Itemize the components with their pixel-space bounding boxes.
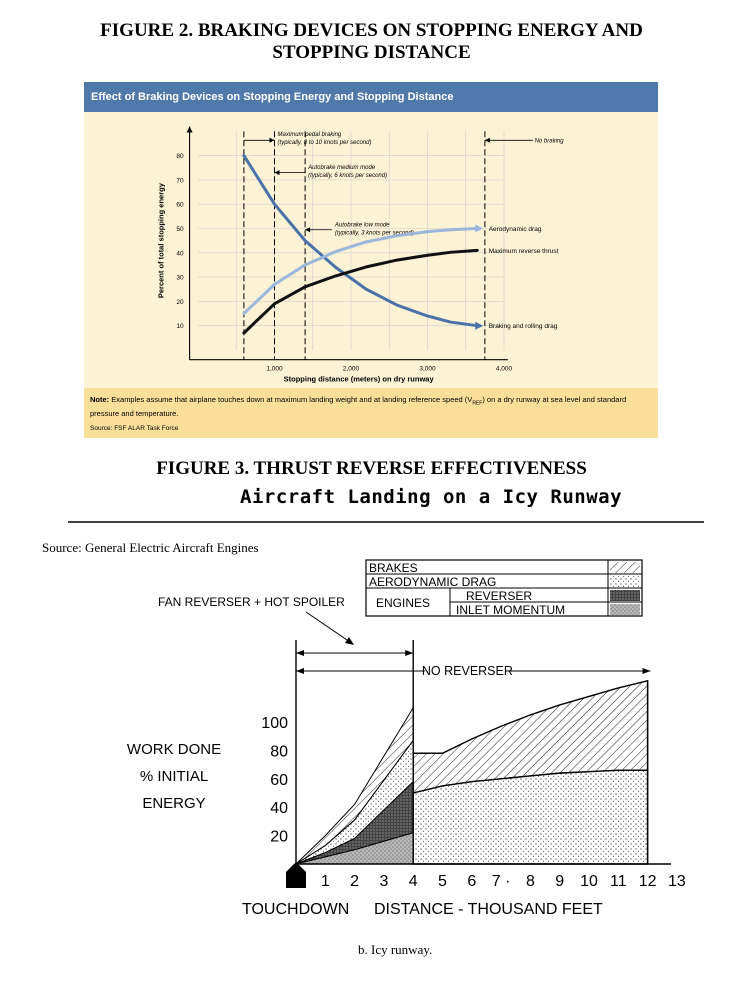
x-tick-label: 8 xyxy=(525,873,535,890)
y-tick-label: 70 xyxy=(176,177,184,185)
legend-label-inlet: INLET MOMENTUM xyxy=(456,603,566,617)
figure-2-panel-header: Effect of Braking Devices on Stopping Energy and Stopping Distance xyxy=(84,82,658,112)
y-axis-arrow xyxy=(187,126,193,132)
y-tick-label: 80 xyxy=(270,743,288,761)
x-tick-label: 2 xyxy=(350,873,360,890)
figure-3-heading: Aircraft Landing on a Icy Runway xyxy=(240,486,623,508)
annotation-medium-line2: (typically, 6 knots per second) xyxy=(308,172,388,179)
annotation-max-pedal-arrow xyxy=(270,138,275,143)
annotation-medium-arrow xyxy=(275,170,280,175)
y-tick-label: 60 xyxy=(270,771,288,789)
figure-2-source: Source: FSF ALAR Task Force xyxy=(90,424,179,432)
annotation-no-reverser: NO REVERSER xyxy=(421,664,513,678)
y-tick-label: 60 xyxy=(176,201,184,209)
annotation-no-braking-arrow xyxy=(485,138,490,143)
note-label: Note: xyxy=(90,395,110,404)
x-axis-label: DISTANCE - THOUSAND FEET xyxy=(374,901,603,918)
braking-rolling-drag-line-arrowhead xyxy=(475,322,483,330)
x-tick-label: 6 xyxy=(467,873,477,890)
annotation-low-line2: (typically, 3 knots per second) xyxy=(334,230,414,237)
note-text-a: Examples assume that airplane touches down at maximum landing weight and at landing reference speed (V xyxy=(111,395,473,404)
reverser-range-arrow-left xyxy=(296,650,304,656)
y-axis-label-line: ENERGY xyxy=(142,795,206,812)
figure-2-title-line2: STOPPING DISTANCE xyxy=(272,42,471,63)
annotation-fan-arrow xyxy=(345,637,354,645)
y-tick-label: 50 xyxy=(176,226,184,233)
x-tick-label: 10 xyxy=(580,873,598,890)
braking-energy-chart xyxy=(84,112,658,388)
aerodynamic-drag-line-arrowhead xyxy=(475,225,483,233)
no-reverser-arrow-right xyxy=(643,668,651,674)
x-tick-label: 7 · xyxy=(491,873,511,890)
origin-label: TOUCHDOWN xyxy=(242,901,350,918)
y-tick-label: 40 xyxy=(176,250,184,258)
annotation-max-pedal-line1: Maximum pedal braking xyxy=(277,132,342,139)
annotation-low-line1: Autobrake low mode xyxy=(334,222,390,229)
aerodynamic-drag-line-label: Aerodynamic drag xyxy=(488,226,542,233)
x-tick-label: 11 xyxy=(609,873,627,890)
braking-rolling-drag-line-label: Braking and rolling drag xyxy=(488,323,558,331)
y-axis-label: Percent of total stopping energy xyxy=(156,183,166,299)
figure-2-note xyxy=(84,388,658,438)
x-tick-label: 2,000 xyxy=(342,365,360,373)
x-axis-label: Stopping distance (meters) on dry runway xyxy=(283,374,434,384)
figure-3-caption: b. Icy runway. xyxy=(358,942,433,957)
legend-label-brakes: BRAKES xyxy=(369,561,418,575)
y-tick-label: 30 xyxy=(176,274,184,282)
reverse-thrust-line-label: Maximum reverse thrust xyxy=(488,247,559,255)
y-axis-label-line: WORK DONE xyxy=(126,741,222,758)
annotation-fan-leader xyxy=(306,612,350,642)
legend-label-engines: ENGINES xyxy=(376,596,431,610)
y-tick-label: 40 xyxy=(270,800,288,818)
x-tick-label: 1 xyxy=(320,873,330,890)
figure-3 xyxy=(40,478,704,968)
x-tick-label: 4 xyxy=(408,873,418,890)
no-reverser-arrow-left xyxy=(296,668,304,674)
x-tick-label: 1,000 xyxy=(266,365,283,373)
figure-3-title: FIGURE 3. THRUST REVERSE EFFECTIVENESS xyxy=(156,458,587,479)
annotation-medium-line1: Autobrake medium mode xyxy=(308,164,376,171)
y-tick-label: 10 xyxy=(176,323,184,331)
x-tick-label: 13 xyxy=(668,873,686,890)
x-tick-label: 5 xyxy=(438,873,447,890)
annotation-max-pedal-line2: (typically, 8 to 10 knots per second) xyxy=(277,140,372,147)
y-tick-label: 20 xyxy=(176,298,184,306)
y-tick-label: 20 xyxy=(270,828,288,846)
legend-swatch-brakes xyxy=(610,562,640,573)
annotation-fan-reverser: FAN REVERSER + HOT SPOILER xyxy=(158,595,345,609)
y-tick-label: 80 xyxy=(176,153,184,161)
figure-3-source: Source: General Electric Aircraft Engines xyxy=(42,540,259,555)
x-tick-label: 9 xyxy=(555,873,565,890)
annotation-low-arrow xyxy=(305,227,310,232)
x-tick-label: 12 xyxy=(638,873,657,890)
legend-label-reverser: REVERSER xyxy=(466,589,533,603)
legend-swatch-aero xyxy=(610,576,640,587)
note-text-b: ) on a dry runway at sea level and standard pressure and temperature. xyxy=(90,395,627,418)
y-axis-label-line: % INITIAL xyxy=(139,768,209,785)
annotation-no-braking-line1: No braking xyxy=(534,138,564,145)
reverser-range-arrow-right xyxy=(405,650,413,656)
figure-2-title xyxy=(0,20,743,64)
figure-2-panel xyxy=(84,82,658,438)
y-tick-label: 100 xyxy=(261,715,288,732)
legend-swatch-reverser xyxy=(610,590,640,601)
x-tick-label: 3,000 xyxy=(419,365,436,373)
touchdown-marker xyxy=(286,862,306,888)
note-sub: REF xyxy=(472,400,483,407)
x-tick-label: 4,000 xyxy=(495,365,513,373)
figure-2-title-line1: FIGURE 2. BRAKING DEVICES ON STOPPING ENERGY AND xyxy=(100,20,643,41)
legend-swatch-inlet xyxy=(610,604,640,615)
legend-label-aero: AERODYNAMIC DRAG xyxy=(369,575,497,589)
x-tick-label: 3 xyxy=(379,873,389,890)
